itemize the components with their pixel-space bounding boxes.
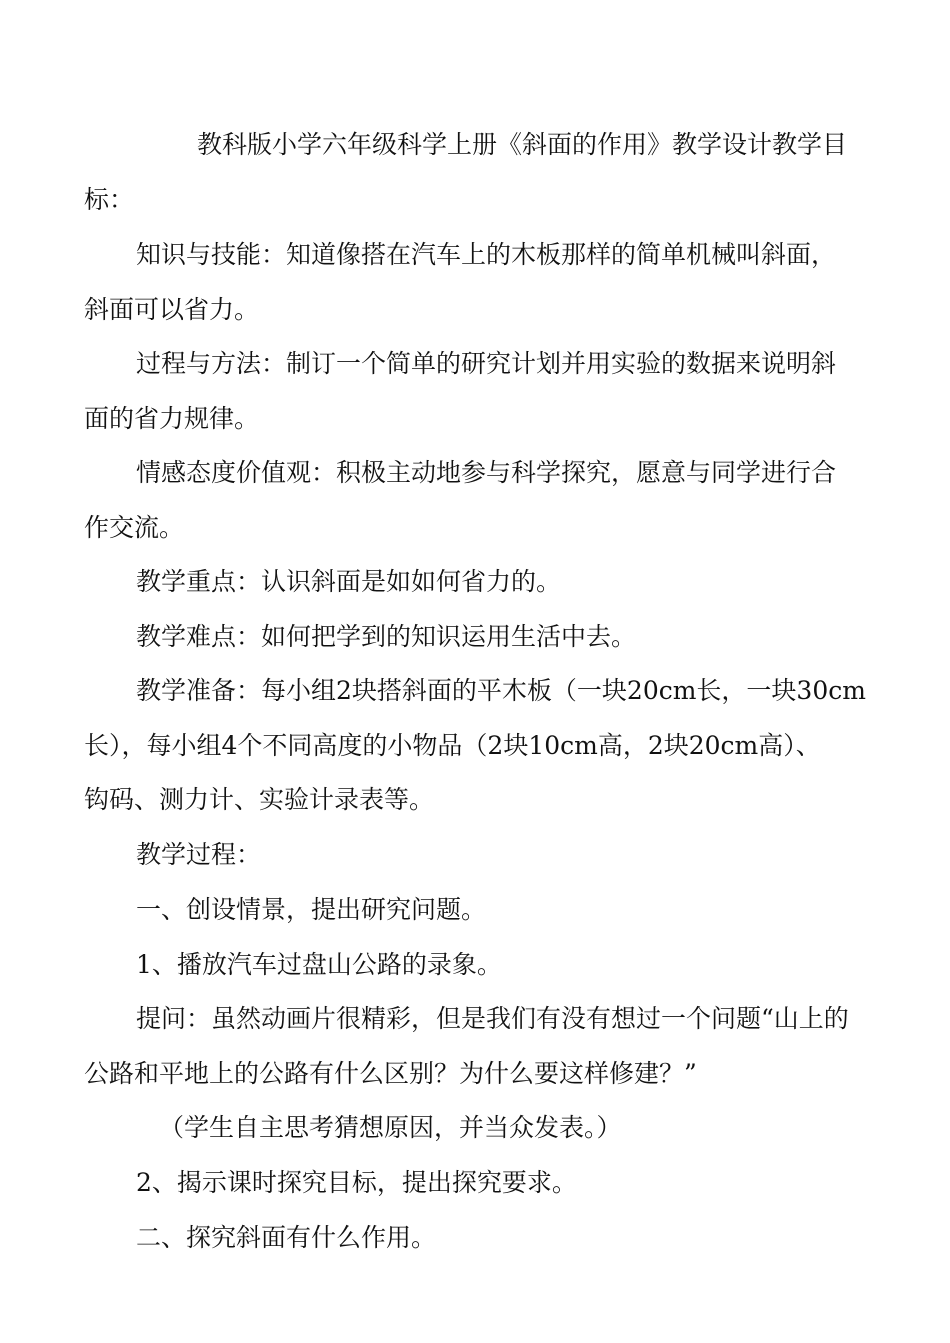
paragraph-process-method (84, 337, 864, 446)
paragraph-difficulty (84, 610, 864, 665)
section-2-line: 二、探究斜面有什么作用。 (136, 1223, 437, 1252)
paragraph-knowledge-skills (84, 228, 864, 337)
key-point-line: 教学重点：认识斜面是如如何省力的。 (136, 567, 562, 596)
preparation-line-3: 钩码、测力计、实验计录表等。 (84, 785, 435, 814)
step-2-line: 2、揭示课时探究目标，提出探究要求。 (136, 1168, 577, 1197)
title-line-1: 教科版小学六年级科学上册《斜面的作用》教学设计教学目 (197, 130, 848, 159)
knowledge-line-1: 知识与技能：知道像搭在汽车上的木板那样的简单机械叫斜面， (136, 240, 837, 269)
section-heading-1 (84, 883, 864, 938)
process-line-1: 过程与方法：制订一个简单的研究计划并用实验的数据来说明斜 (136, 349, 837, 378)
paragraph-student-note (84, 1101, 864, 1156)
question-line-2: 公路和平地上的公路有什么区别？为什么要这样修建？” (84, 1058, 697, 1088)
difficulty-line: 教学难点：如何把学到的知识运用生活中去。 (136, 622, 637, 651)
teaching-process-line: 教学过程： (136, 840, 262, 869)
paragraph-attitude-values (84, 446, 864, 555)
paragraph-preparation (84, 664, 864, 828)
title-line-2: 标： (84, 184, 135, 214)
paragraph-question (84, 992, 864, 1101)
paragraph-key-point (84, 555, 864, 610)
step-2 (84, 1156, 864, 1211)
attitude-line-2: 作交流。 (84, 512, 185, 542)
preparation-line-1: 教学准备：每小组2块搭斜面的平木板（一块20cm长，一块30cm (136, 676, 866, 705)
student-note-line: （学生自主思考猜想原因，并当众发表。） (159, 1113, 622, 1142)
step-1-line: 1、播放汽车过盘山公路的录象。 (136, 950, 502, 979)
knowledge-line-2: 斜面可以省力。 (84, 294, 260, 324)
attitude-line-1: 情感态度价值观：积极主动地参与科学探究，愿意与同学进行合 (136, 458, 837, 487)
preparation-line-2: 长），每小组4个不同高度的小物品（2块10cm高，2块20cm高）、 (84, 730, 821, 760)
step-1 (84, 938, 864, 993)
question-line-1: 提问：虽然动画片很精彩，但是我们有没有想过一个问题“山上的 (136, 1004, 849, 1033)
paragraph-teaching-process (84, 828, 864, 883)
process-line-2: 面的省力规律。 (84, 403, 260, 433)
section-1-line: 一、创设情景，提出研究问题。 (136, 895, 487, 924)
section-heading-2 (84, 1211, 864, 1266)
document-title (84, 118, 864, 227)
